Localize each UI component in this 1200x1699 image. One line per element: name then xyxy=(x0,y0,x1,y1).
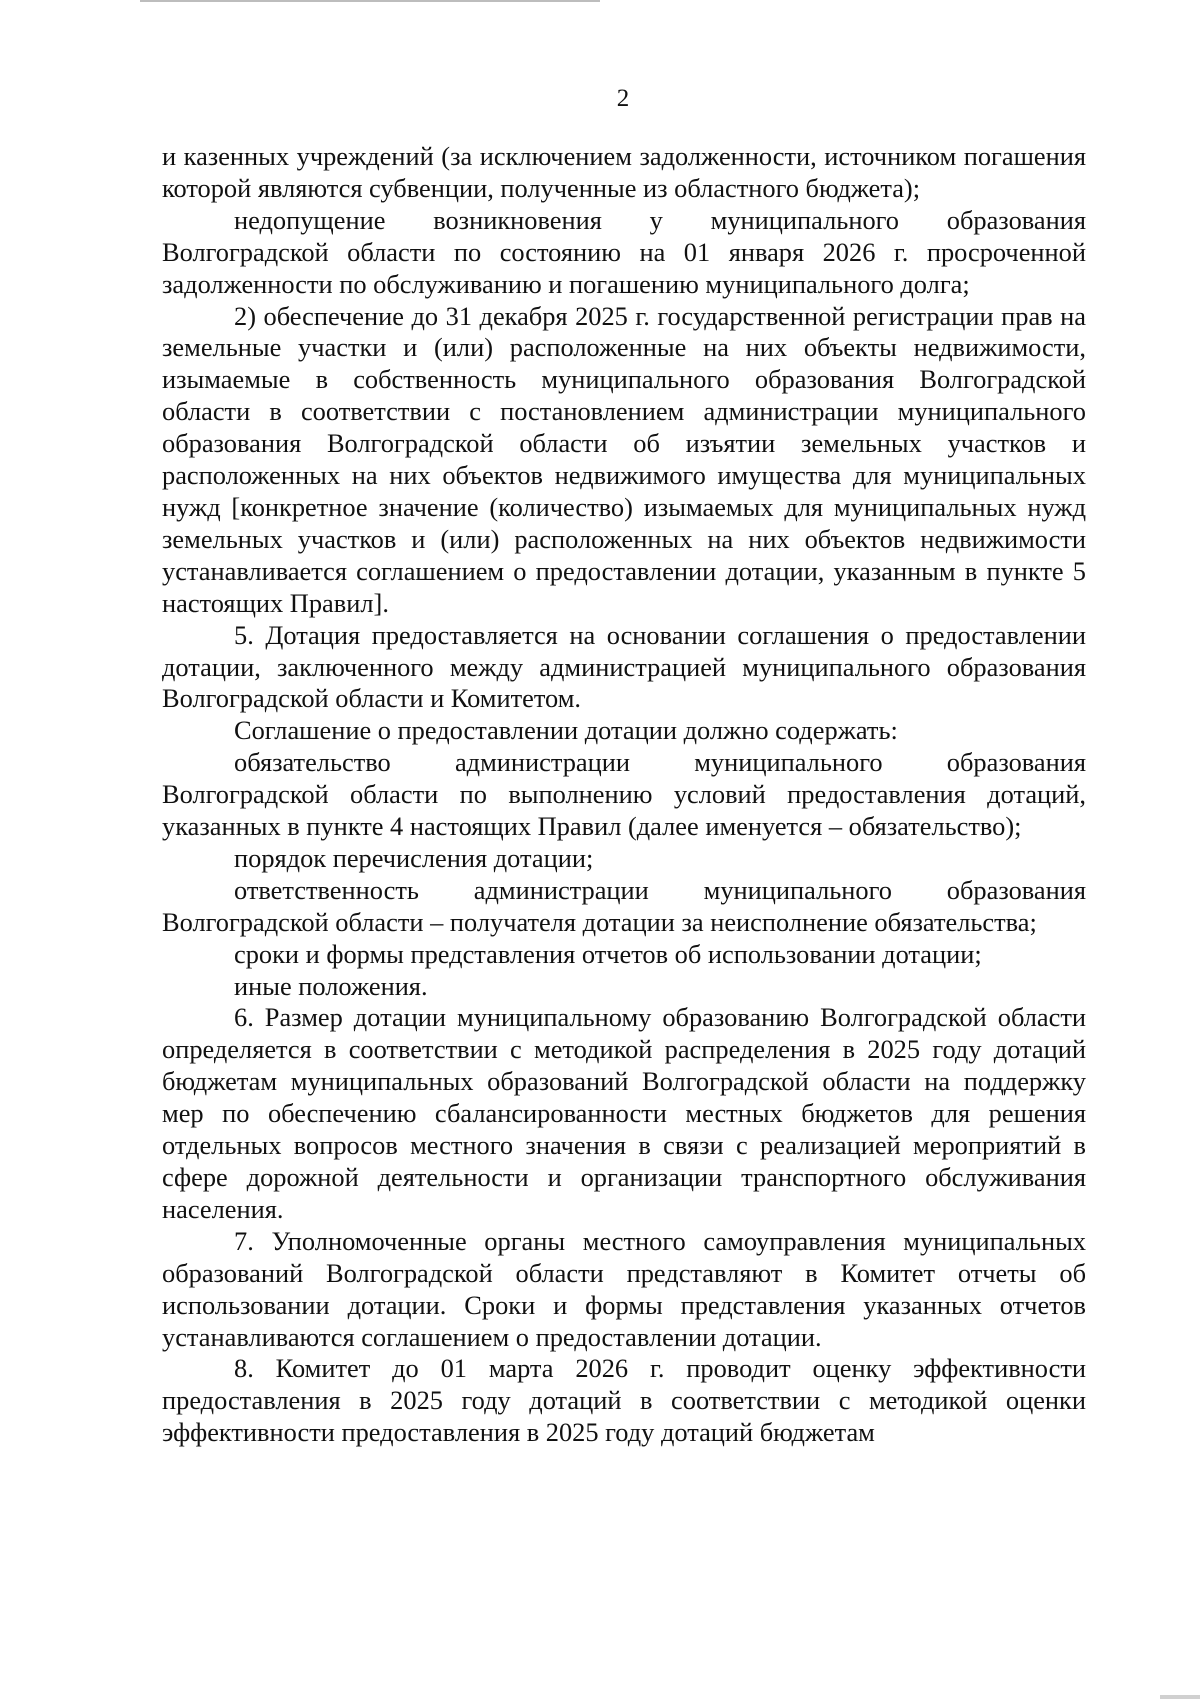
page-number: 2 xyxy=(616,85,630,112)
paragraph-no-overdue-debt: недопущение возникновения у муниципального образования Волгоградской области по состоянию на 01 января 2026 г. просроченной задолженности по обслуживанию и погашению муниципального долга; xyxy=(162,204,1086,299)
paragraph-report-terms: сроки и формы представления отчетов об использовании дотации; xyxy=(234,938,982,969)
paragraph-transfer-order: порядок перечисления дотации; xyxy=(234,842,594,873)
paragraph-responsibility: ответственность администрации муниципального образования Волгоградской области – получателя дотации за неисполнение обязательства; xyxy=(162,874,1086,937)
paragraph-point-7: 7. Уполномоченные органы местного самоуправления муниципальных образований Волгоградской области представляют в Комитет отчеты об использовании дотации. Сроки и формы представления указанных отчетов устанавливаются соглашением о предоставлении дотации. xyxy=(162,1225,1086,1352)
paragraph-point-8: 8. Комитет до 01 марта 2026 г. проводит оценку эффективности предоставления в 2025 году дотаций в соответствии с методикой оценки эффективности предоставления в 2025 году дотаций бюджетам xyxy=(162,1353,1086,1448)
paragraph-item-2-land-registration: 2) обеспечение до 31 декабря 2025 г. государственной регистрации прав на земельные участки и (или) расположенные на них объекты недвижимости, изымаемые в собственность муниципального образования Волгоградской области в соответствии с постановлением администрации муниципального образования Волгоградской области об изъятии земельных участков и расположенных на них объектов недвижимого имущества для муниципальных нужд [конкретное значение (количество) изымаемых для муниципальных нужд земельных участков и (или) расположенных на них объектов недвижимости устанавливается соглашением о предоставлении дотации, указанным в пункте 5 настоящих Правил]. xyxy=(162,300,1086,618)
scan-corner-mark xyxy=(1160,1695,1200,1699)
paragraph-obligation: обязательство администрации муниципального образования Волгоградской области по выполнению условий предоставления дотаций, указанных в пункте 4 настоящих Правил (далее именуется – обязательство); xyxy=(162,747,1086,842)
paragraph-continuation: и казенных учреждений (за исключением задолженности, источником погашения которой являются субвенции, полученные из областного бюджета); xyxy=(162,141,1086,203)
document-body xyxy=(162,141,1086,1449)
paragraph-agreement-contents: Соглашение о предоставлении дотации должно содержать: xyxy=(234,715,898,746)
scan-edge-line xyxy=(140,0,600,2)
paragraph-point-5: 5. Дотация предоставляется на основании соглашения о предоставлении дотации, заключенного между администрацией муниципального образования Волгоградской области и Комитетом. xyxy=(162,619,1086,714)
paragraph-point-6: 6. Размер дотации муниципальному образованию Волгоградской области определяется в соответствии с методикой распределения в 2025 году дотаций бюджетам муниципальных образований Волгоградской области на поддержку мер по обеспечению сбалансированности местных бюджетов для решения отдельных вопросов местного значения в связи с реализацией мероприятий в сфере дорожной деятельности и организации транспортного обслуживания населения. xyxy=(162,1002,1086,1224)
paragraph-other-provisions: иные положения. xyxy=(234,970,428,1001)
